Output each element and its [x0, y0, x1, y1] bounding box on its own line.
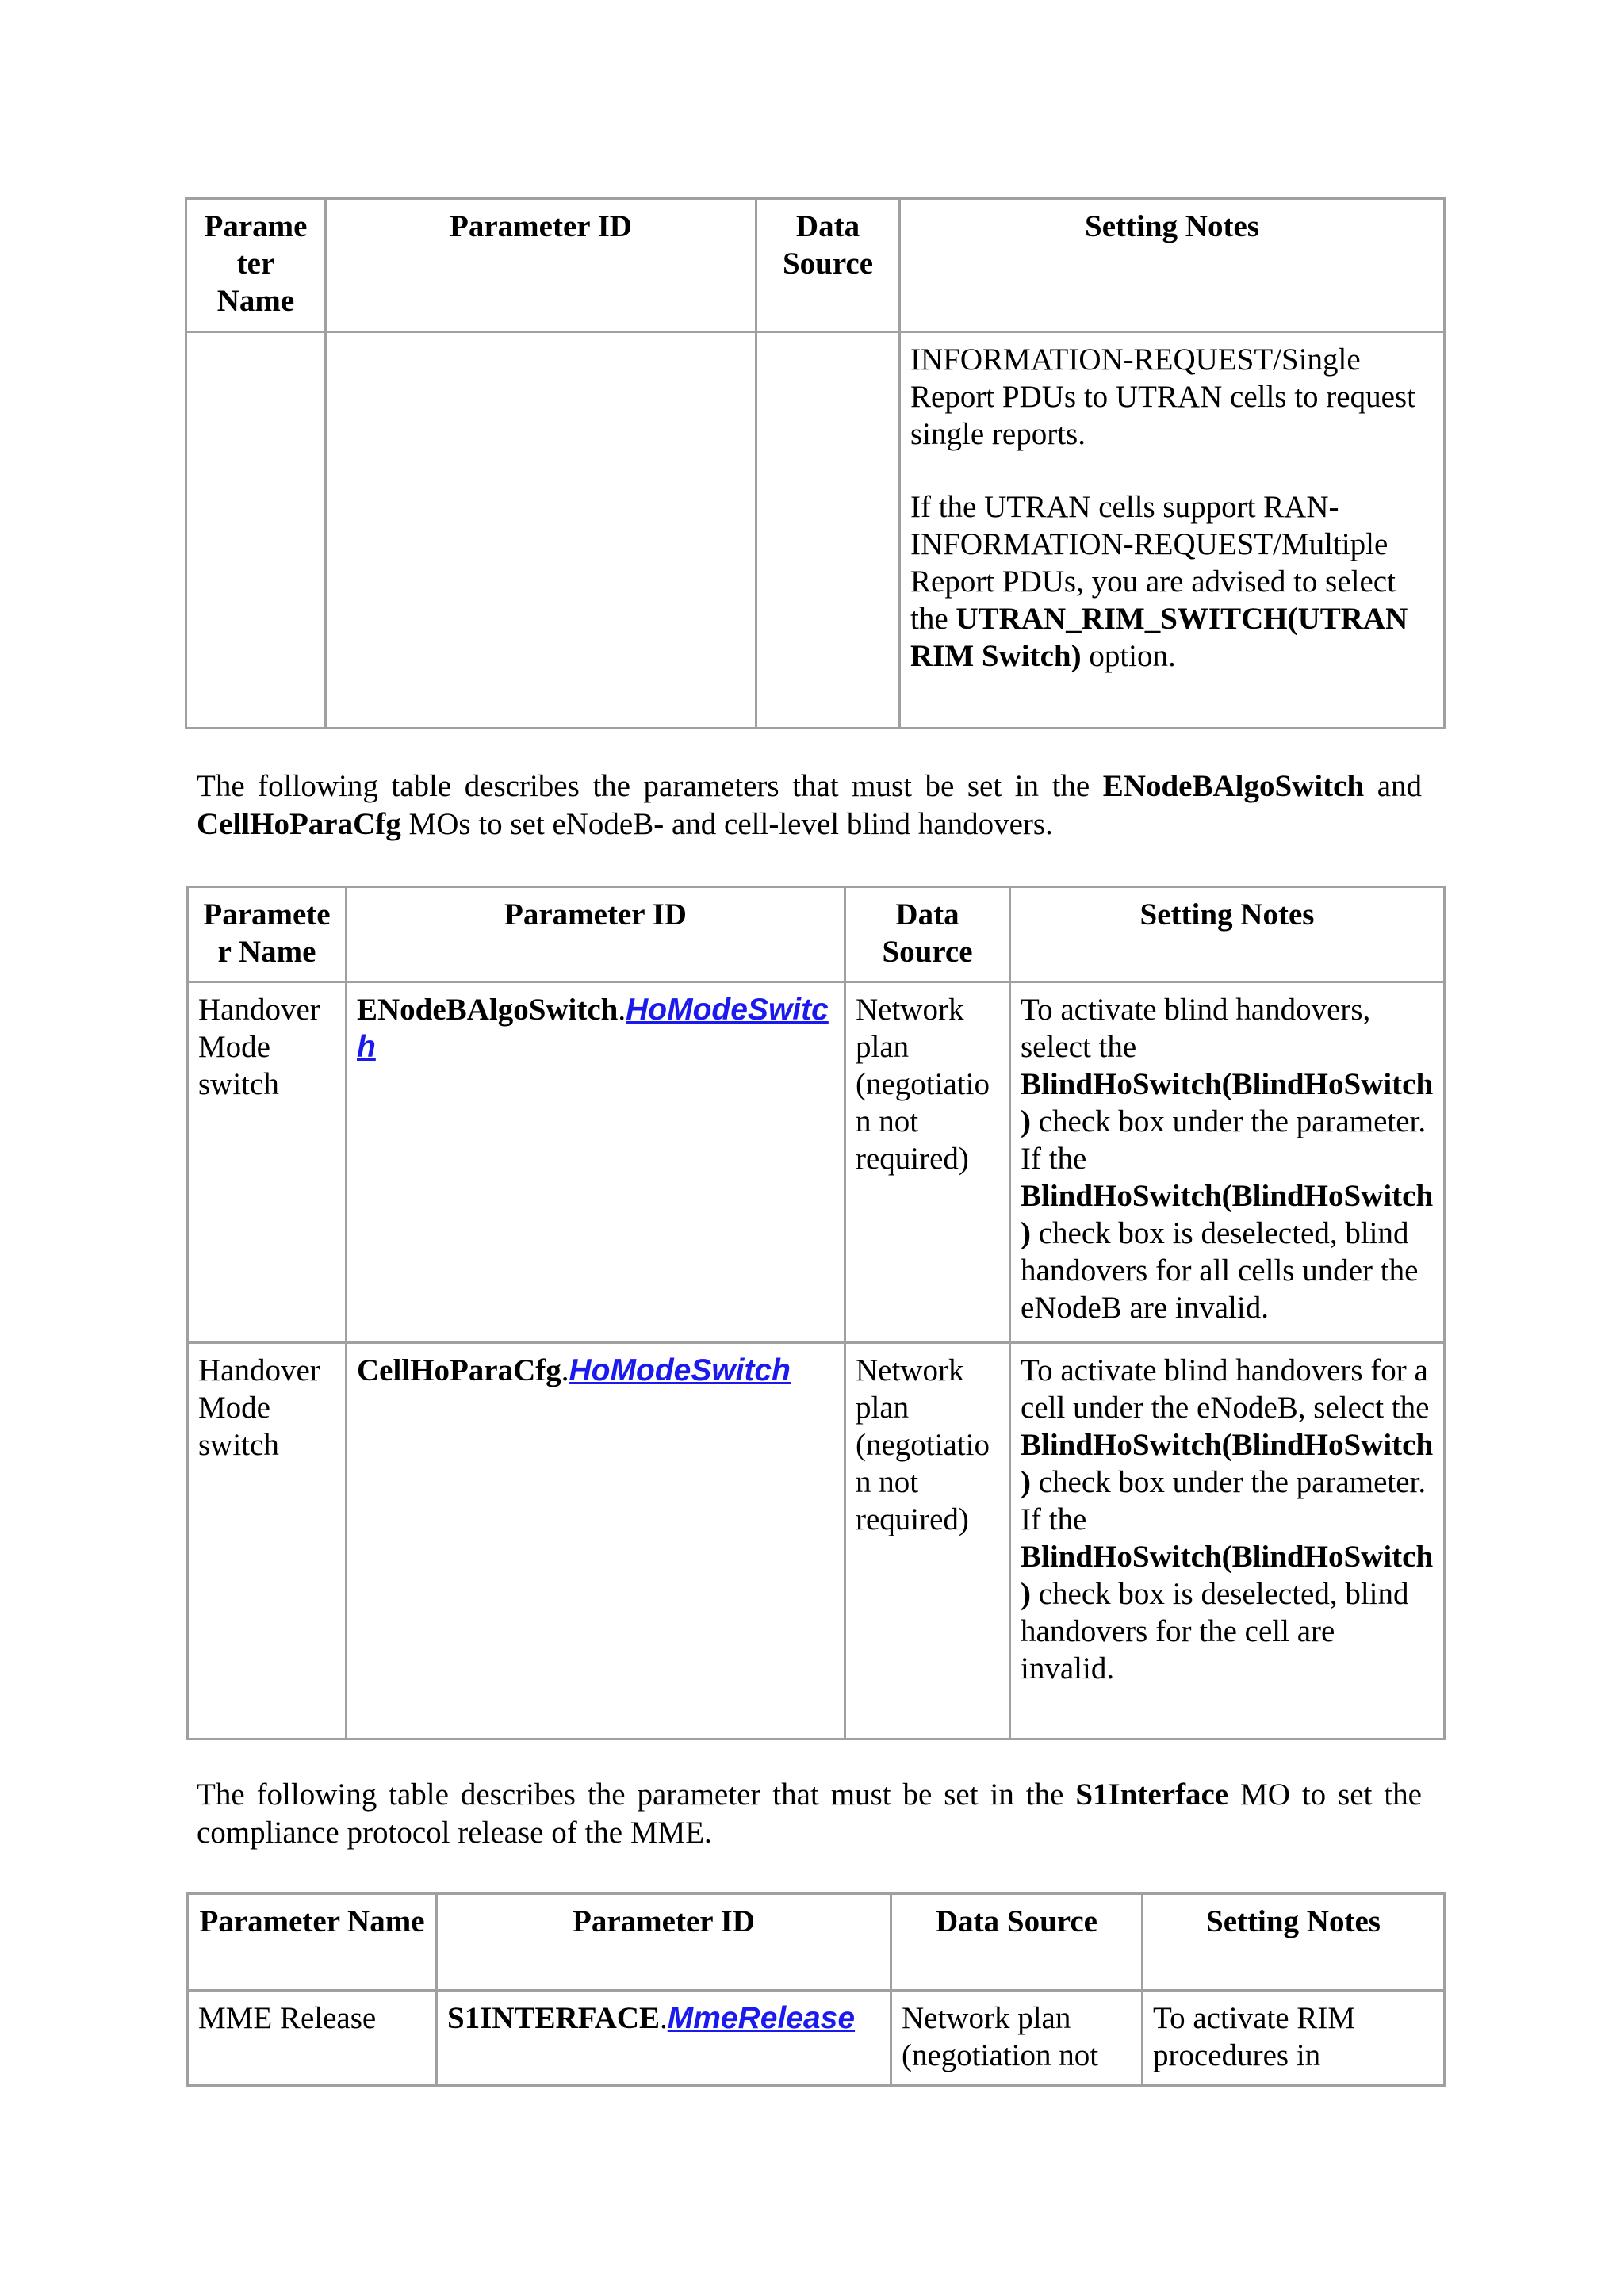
- intro-paragraph-mme-release: [197, 1776, 1422, 1852]
- header-parameter-name: Parameter Name: [188, 1894, 437, 1991]
- cell-parameter-id: [347, 1343, 845, 1739]
- paragraph-text: MOs to set eNodeB- and cell-level blind handovers.: [400, 807, 1053, 841]
- table-header-row: [188, 887, 1445, 982]
- paragraph-text: The following table describes the parameters that must be set in the: [197, 769, 1103, 803]
- table-continued-parameters: [185, 197, 1446, 729]
- mo-name: S1Interface: [1075, 1777, 1229, 1812]
- switch-name: BlindHoSwitch(BlindHoSwitch): [1021, 1179, 1434, 1250]
- header-parameter-id: Parameter ID: [437, 1894, 891, 1991]
- cell-parameter-name: [186, 332, 326, 729]
- cell-data-source: Network plan (negotiation not required): [845, 1343, 1010, 1739]
- table-row: [188, 1343, 1445, 1739]
- notes-text: option.: [1081, 639, 1176, 673]
- notes-text: check box under the parameter. If the: [1021, 1465, 1427, 1536]
- paragraph-text: MO to set the compliance protocol release of the MME.: [197, 1777, 1422, 1850]
- notes-text: check box under the parameter. If the: [1021, 1104, 1427, 1176]
- cell-setting-notes: [1010, 1343, 1445, 1739]
- mo-name: ENodeBAlgoSwitch: [357, 993, 619, 1027]
- cell-data-source: [756, 332, 900, 729]
- table-row: [186, 332, 1445, 729]
- cell-parameter-name: MME Release: [188, 1991, 437, 2086]
- notes-text: check box is deselected, blind handovers for the cell are invalid.: [1021, 1577, 1409, 1686]
- separator: .: [660, 2001, 668, 2035]
- table-header-row: [186, 199, 1445, 332]
- parameter-link[interactable]: MmeRelease: [667, 2001, 856, 2035]
- cell-parameter-id: [326, 332, 756, 729]
- table-row: [188, 1991, 1445, 2086]
- header-parameter-name: Parame ter Name: [186, 199, 326, 332]
- mo-name: CellHoParaCfg: [357, 1353, 561, 1387]
- header-setting-notes: Setting Notes: [900, 199, 1445, 332]
- table-blind-handover-parameters: [186, 886, 1446, 1740]
- cell-setting-notes: [1010, 982, 1445, 1343]
- parameter-link[interactable]: HoModeSwitch: [569, 1353, 791, 1387]
- mo-name: S1INTERFACE: [447, 2001, 660, 2035]
- cell-setting-notes: To activate RIM procedures in: [1143, 1991, 1445, 2086]
- notes-text: check box is deselected, blind handovers for all cells under the eNodeB are invalid.: [1021, 1216, 1419, 1325]
- header-setting-notes: Setting Notes: [1010, 887, 1445, 982]
- table-header-row: [188, 1894, 1445, 1991]
- header-setting-notes: Setting Notes: [1143, 1894, 1445, 1991]
- header-data-source: Data Source: [756, 199, 900, 332]
- table-mme-release-parameter: [186, 1892, 1446, 2087]
- cell-setting-notes: [900, 332, 1445, 729]
- cell-parameter-name: Handover Mode switch: [188, 982, 347, 1343]
- cell-parameter-id: [437, 1991, 891, 2086]
- notes-text: To activate blind handovers, select the: [1021, 993, 1371, 1064]
- paragraph-text: and: [1364, 769, 1423, 803]
- switch-name: BlindHoSwitch(BlindHoSwitch): [1021, 1540, 1434, 1611]
- mo-name: ENodeBAlgoSwitch: [1102, 769, 1365, 803]
- header-data-source: Data Source: [891, 1894, 1143, 1991]
- intro-paragraph-blind-handover: [197, 767, 1422, 844]
- header-parameter-id: Parameter ID: [347, 887, 845, 982]
- notes-paragraph: INFORMATION-REQUEST/Single Report PDUs to UTRAN cells to request single reports.: [910, 342, 1415, 451]
- cell-data-source: Network plan (negotiation not required): [845, 982, 1010, 1343]
- mo-name: CellHoParaCfg: [197, 807, 401, 841]
- separator: .: [618, 993, 626, 1027]
- cell-data-source: Network plan (negotiation not: [891, 1991, 1143, 2086]
- notes-text: To activate blind handovers for a cell under the eNodeB, select the: [1021, 1353, 1430, 1425]
- header-parameter-id: Parameter ID: [326, 199, 756, 332]
- separator: .: [561, 1353, 569, 1387]
- table-row: [188, 982, 1445, 1343]
- header-data-source: Data Source: [845, 887, 1010, 982]
- paragraph-text: The following table describes the parameter that must be set in the: [197, 1777, 1076, 1812]
- switch-name: BlindHoSwitch(BlindHoSwitch): [1021, 1428, 1434, 1499]
- cell-parameter-name: Handover Mode switch: [188, 1343, 347, 1739]
- cell-parameter-id: [347, 982, 845, 1343]
- header-parameter-name: Paramete r Name: [188, 887, 347, 982]
- switch-name: BlindHoSwitch(BlindHoSwitch): [1021, 1067, 1434, 1138]
- notes-text: If the UTRAN cells support RAN-INFORMATION-REQUEST/Multiple Report PDUs, you are advised to select the: [910, 490, 1396, 636]
- parameter-link[interactable]: HoModeSwitch: [357, 993, 829, 1064]
- notes-option-name: UTRAN_RIM_SWITCH(UTRAN RIM Switch): [910, 602, 1408, 673]
